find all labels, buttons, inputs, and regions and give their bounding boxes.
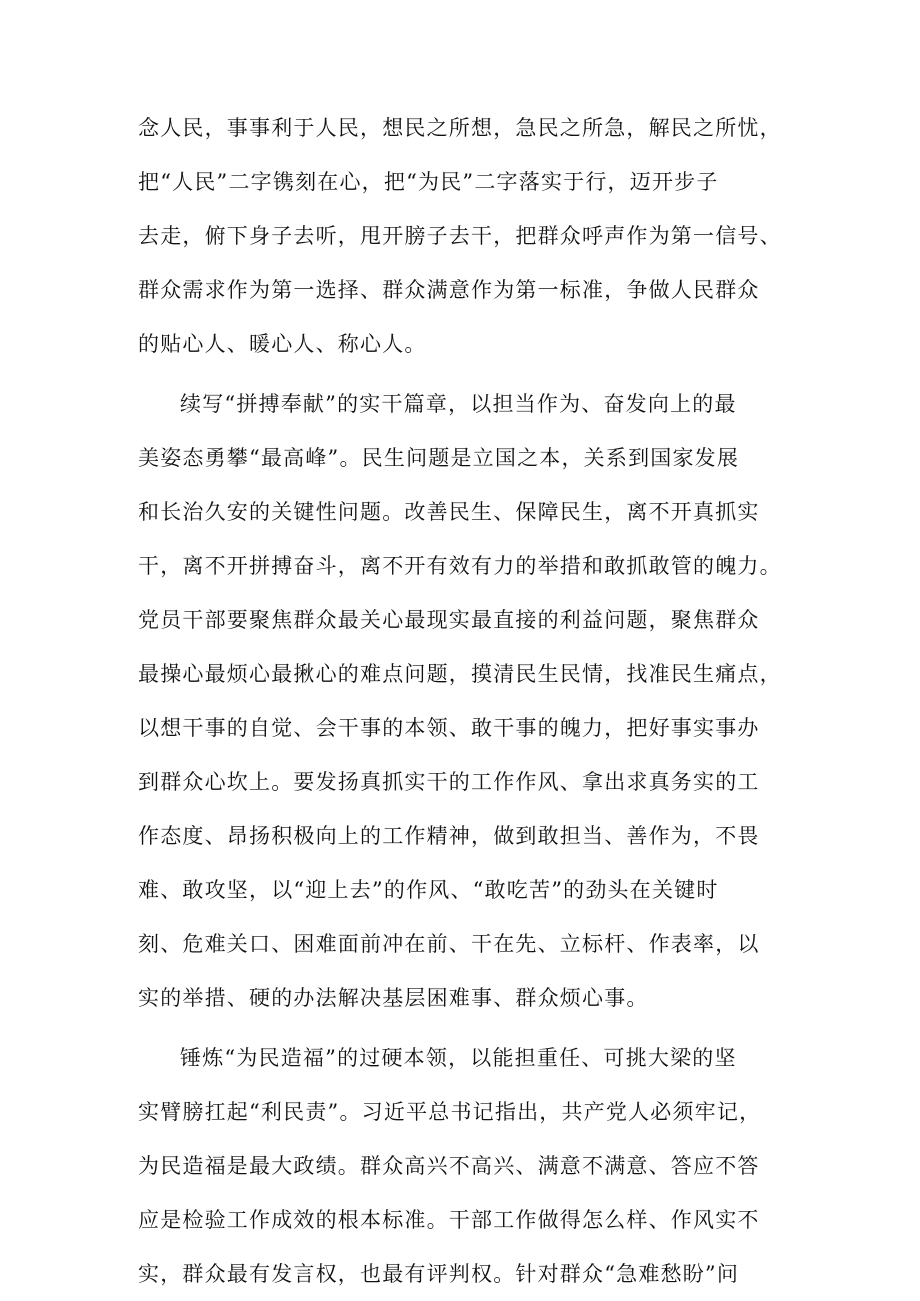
text-line: 群众需求作为第一选择、群众满意作为第一标准，争做人民群众	[138, 278, 760, 302]
text-line: 实，群众最有发言权，也最有评判权。针对群众“急难愁盼”问	[138, 1262, 740, 1286]
text-line: 实的举措、硬的办法解决基层困难事、群众烦心事。	[138, 986, 649, 1010]
text-line: 实臂膀扛起“利民责”。习近平总书记指出，共产党人必须牢记，	[138, 1100, 762, 1124]
text-line: 以想干事的自觉、会干事的本领、敢干事的魄力，把好事实事办	[138, 716, 760, 740]
text-line: 续写“拼搏奉献”的实干篇章，以担当作为、奋发向上的最	[180, 392, 737, 416]
text-line: 难、敢攻坚，以“迎上去”的作风、“敢吃苦”的劲头在关键时	[138, 878, 719, 902]
text-line: 作态度、昂扬积极向上的工作精神，做到敢担当、善作为，不畏	[138, 824, 760, 848]
text-line: 和长治久安的关键性问题。改善民生、保障民生，离不开真抓实	[138, 500, 760, 524]
text-line: 刻、危难关口、困难面前冲在前、干在先、立标杆、作表率，以	[138, 932, 760, 956]
text-line: 去走，俯下身子去听，甩开膀子去干，把群众呼声作为第一信号、	[138, 224, 782, 248]
text-line: 最操心最烦心最揪心的难点问题，摸清民生民情，找准民生痛点，	[138, 662, 782, 686]
text-line: 念人民，事事利于人民，想民之所想，急民之所急，解民之所忧，	[138, 116, 782, 140]
text-line: 党员干部要聚焦群众最关心最现实最直接的利益问题，聚焦群众	[138, 608, 760, 632]
text-line: 应是检验工作成效的根本标准。干部工作做得怎么样、作风实不	[138, 1208, 760, 1232]
text-line: 的贴心人、暖心人、称心人。	[138, 332, 427, 356]
text-line: 为民造福是最大政绩。群众高兴不高兴、满意不满意、答应不答	[138, 1154, 760, 1178]
text-line: 锤炼“为民造福”的过硬本领，以能担重任、可挑大梁的坚	[180, 1046, 737, 1070]
text-line: 到群众心坎上。要发扬真抓实干的工作作风、拿出求真务实的工	[138, 770, 760, 794]
text-line: 把“人民”二字镌刻在心，把“为民”二字落实于行，迈开步子	[138, 170, 719, 194]
text-line: 美姿态勇攀“最高峰”。民生问题是立国之本，关系到国家发展	[138, 446, 740, 470]
text-line: 干，离不开拼搏奋斗，离不开有效有力的举措和敢抓敢管的魄力。	[138, 554, 782, 578]
